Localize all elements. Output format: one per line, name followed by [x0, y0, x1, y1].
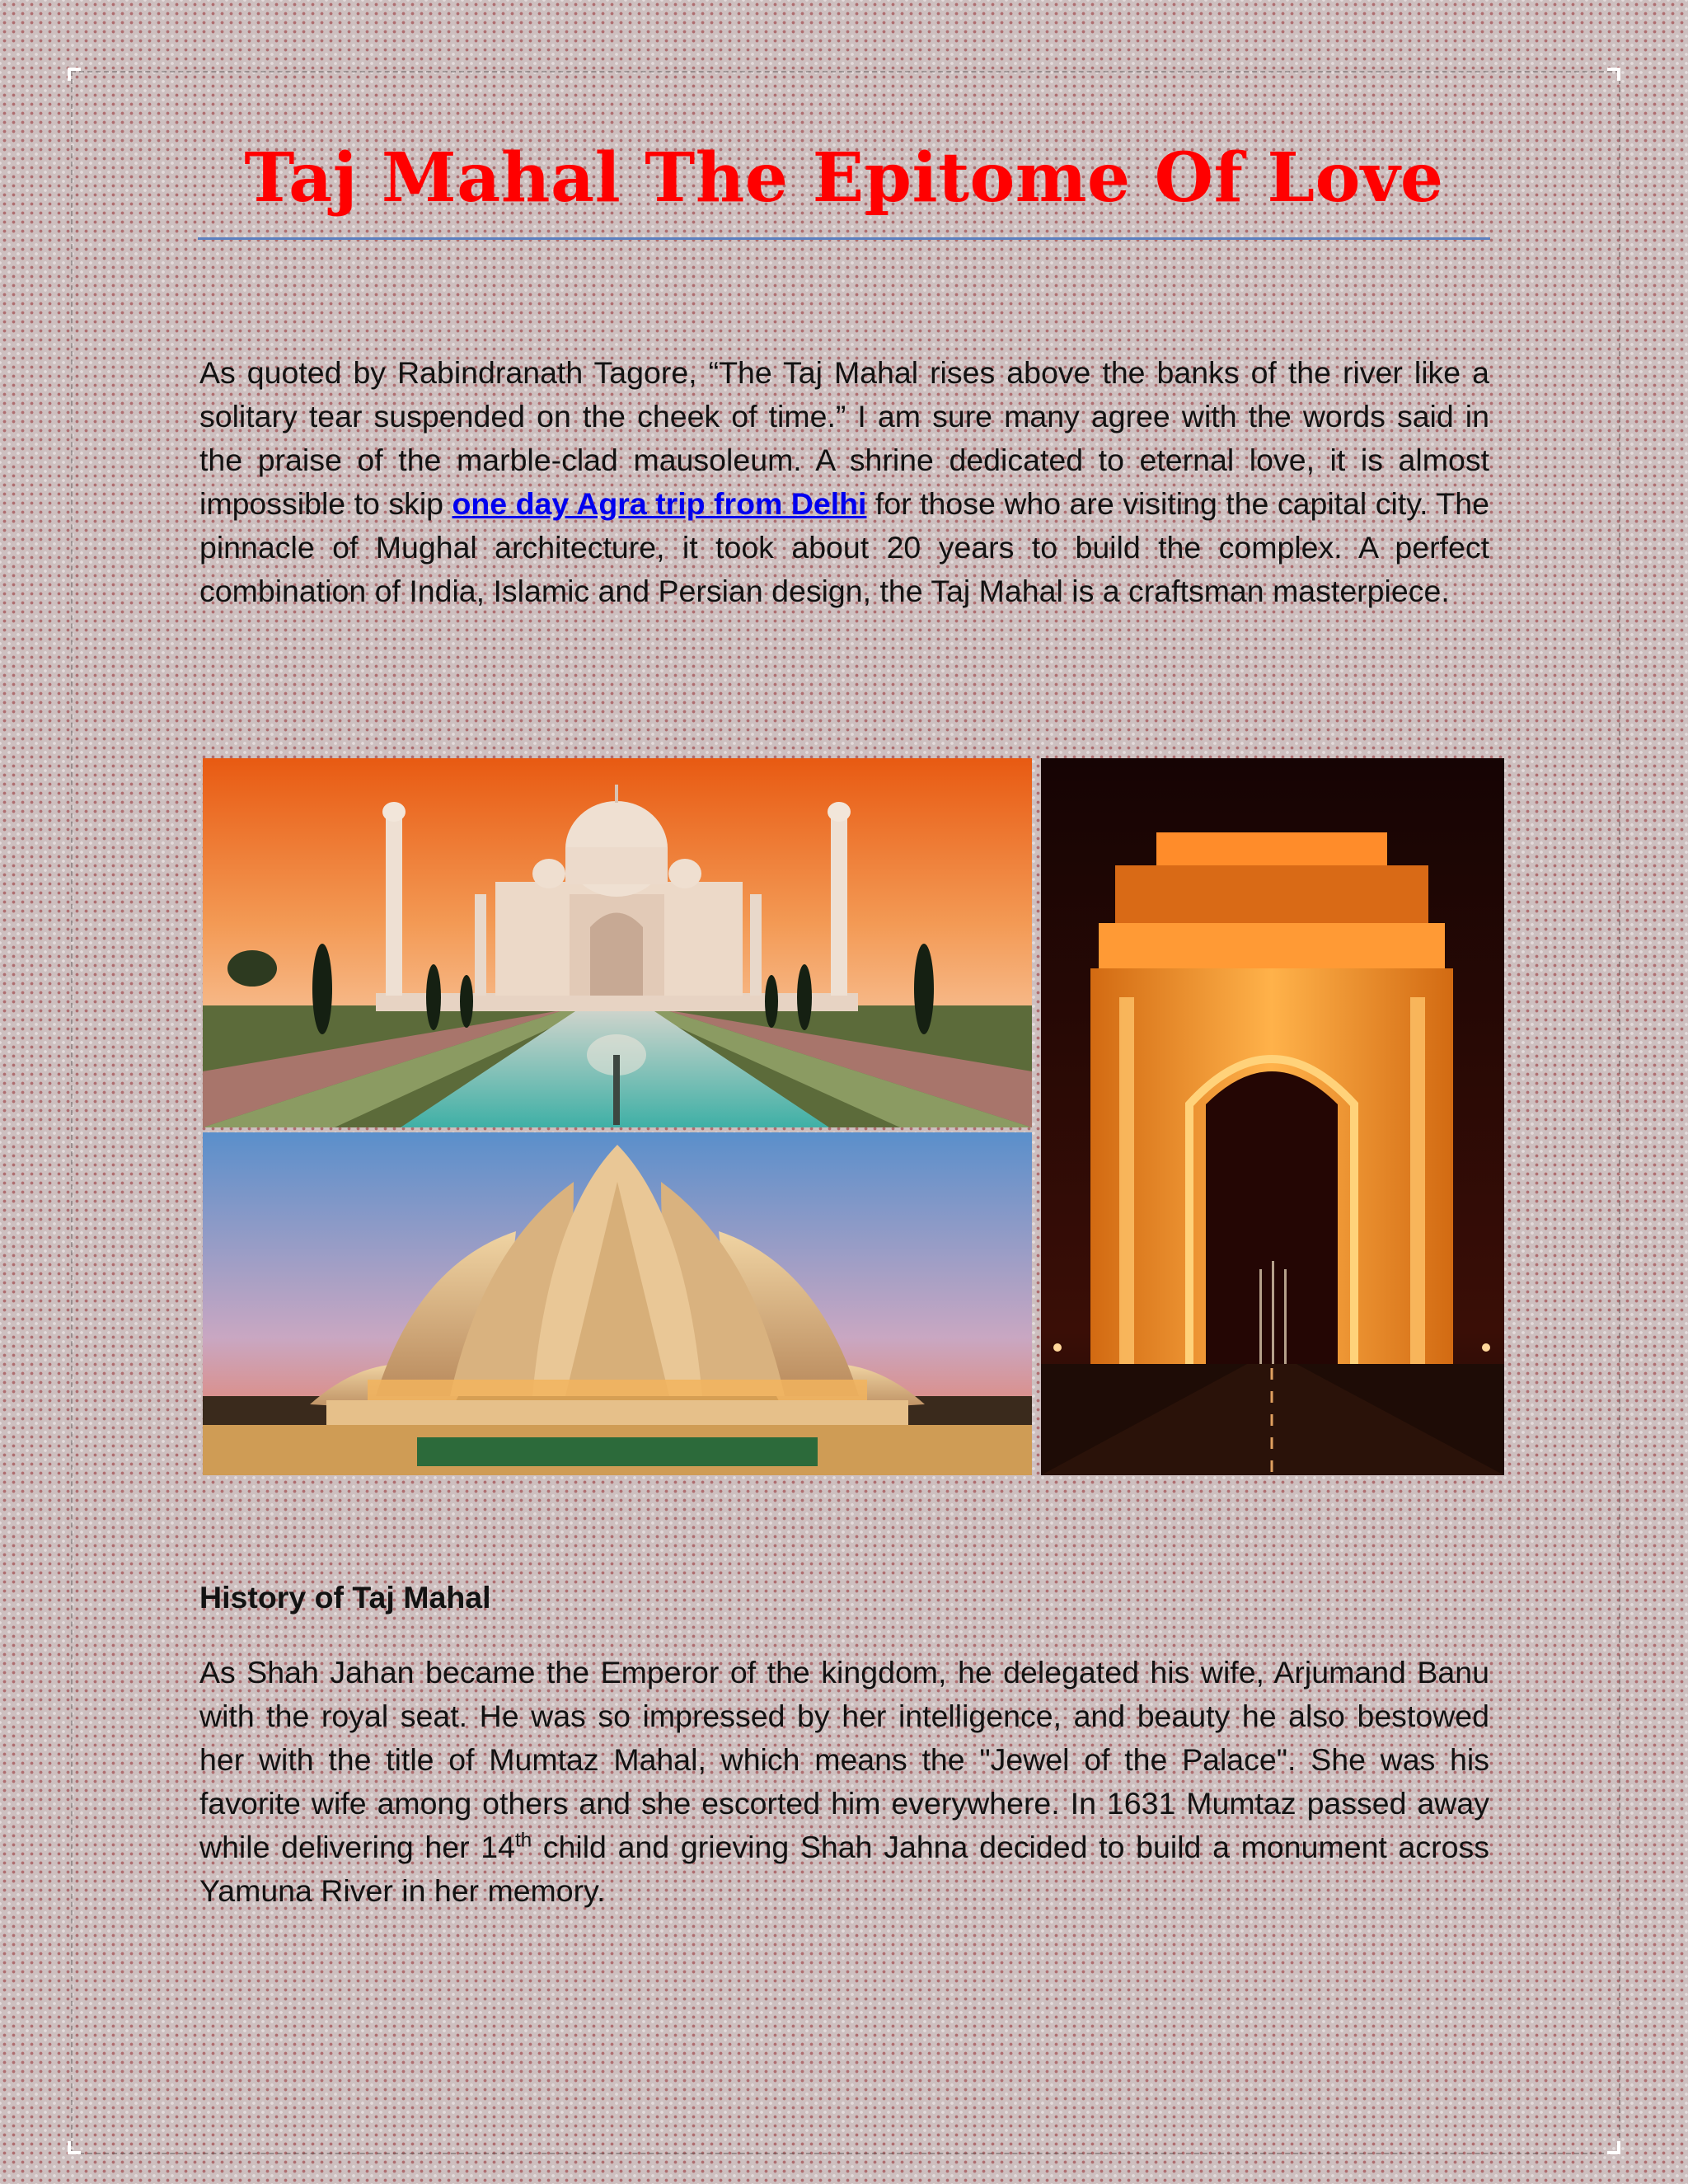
intro-paragraph	[199, 351, 1489, 613]
corner-mark-bottom-left	[68, 2141, 81, 2154]
taj-mahal-photo	[203, 758, 1032, 1127]
intro-text-end: for those who are visiting the capital city. The pinnacle of Mughal architecture, it took about 20 years to build the complex. A perfect combination of India, Islamic and Persian design, the Taj Mahal is a craftsman masterpiece.	[199, 486, 1489, 608]
title-underline	[198, 237, 1490, 240]
history-paragraph	[199, 1651, 1489, 1913]
intro-text-start: As quoted by Rabindranath Tagore, “The Taj Mahal rises above the banks of the river like a solitary tear suspended on the cheek of time.” I am sure many agree with the words said in the praise of the marble-clad mausoleum. A shrine dedicated to eternal love, it is almost impossible to skip	[199, 355, 1489, 521]
agra-trip-link[interactable]: one day Agra trip from Delhi	[452, 486, 867, 521]
lotus-temple-photo	[203, 1132, 1032, 1475]
document-title: Taj Mahal The Epitome Of Love	[244, 138, 1444, 218]
history-text-start: As Shah Jahan became the Emperor of the kingdom, he delegated his wife, Arjumand Banu with the royal seat. He was so impressed by her intelligence, and beauty he also bestowed her with the title of Mumtaz Mahal, which means the "Jewel of the Palace". She was his favorite wife among others and she escorted him everywhere. In 1631 Mumtaz passed away while delivering her 14	[199, 1655, 1489, 1864]
corner-mark-bottom-right	[1607, 2141, 1620, 2154]
history-heading: History of Taj Mahal	[199, 1580, 491, 1615]
ordinal-superscript: th	[515, 1829, 532, 1852]
corner-mark-top-right	[1607, 68, 1620, 81]
india-gate-photo	[1041, 758, 1504, 1475]
history-text-end: child and grieving Shah Jahna decided to build a monument across Yamuna River in her memory.	[199, 1830, 1490, 1908]
corner-mark-top-left	[68, 68, 81, 81]
